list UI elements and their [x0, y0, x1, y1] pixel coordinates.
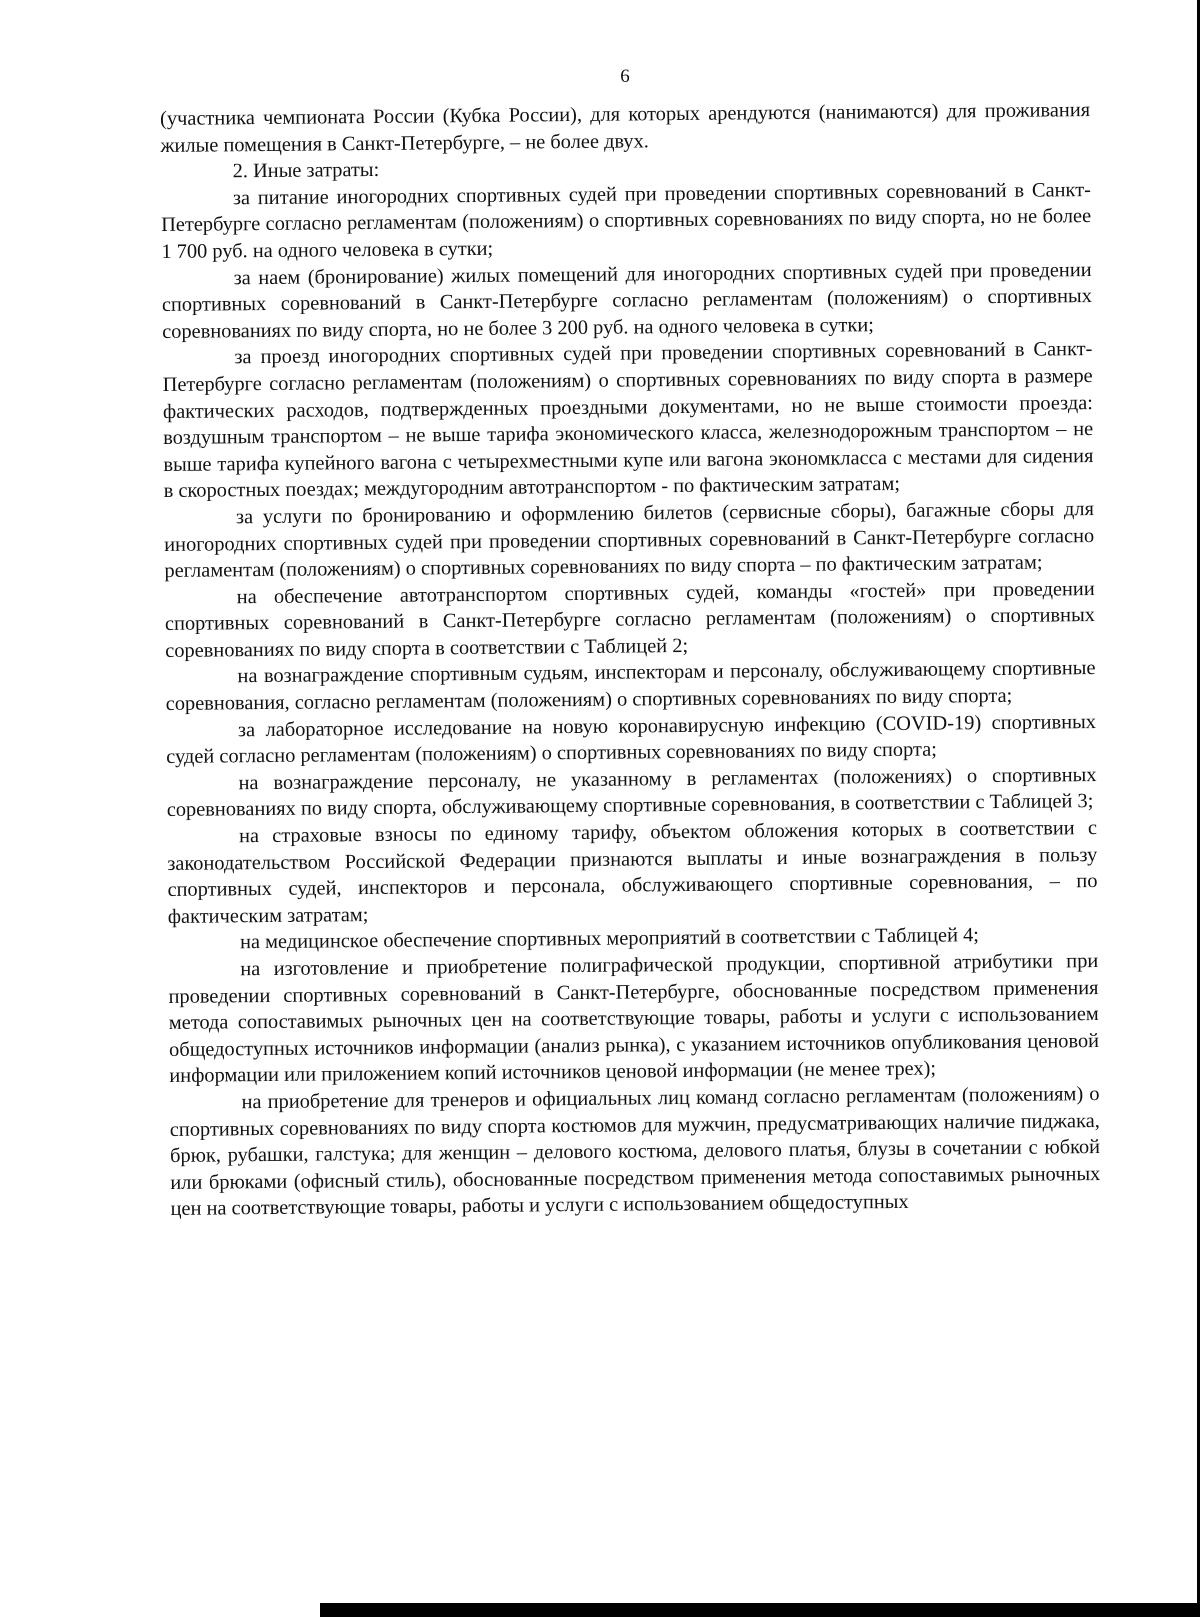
paragraph-staff-remuneration: на вознаграждение персоналу, не указанному в регламентах (положениях) о спортивных соревнованиях по виду спорта, обслуживающему спортивные соревнования, в соответствии с Таблицей 3; [166, 763, 1097, 822]
paragraph-medical-support: на медицинское обеспечение спортивных мероприятий в соответствии с Таблицей 4; [239, 924, 980, 954]
document-body [160, 97, 1101, 1223]
page-number: 6 [620, 66, 630, 87]
paragraph-other-costs-heading: 2. Иные затраты: [232, 159, 380, 183]
paragraph-insurance-contributions: на страховые взносы по единому тарифу, объектом обложения которых в соответствии с законодательством Российской Федерации признаются выплаты и иные вознаграждения в пользу спортивных судей, инспекторов и персонала, обслуживающего спортивные соревнования, – по фактическим затратам; [167, 817, 1098, 928]
paragraph-judges-housing: за наем (бронирование) жилых помещений для иногородних спортивных судей при проведении спортивных соревнований в Санкт-Петербурге согласно регламентам (положениям) о спортивных соревнованиях по виду спорта, но не более 3 200 руб. на одного человека в сутки; [161, 258, 1092, 343]
paragraph-ticket-services: за услуги по бронированию и оформлению билетов (сервисные сборы), багажные сборы для иногородних спортивных судей при проведении спортивных соревнований в Санкт-Петербурге согласно регламентам (положениям) о спортивных соревнованиях по виду спорта – по фактическим затратам; [164, 497, 1095, 583]
paragraph-printing-products: на изготовление и приобретение полиграфической продукции, спортивной атрибутики при проведении спортивных соревнований в Санкт-Петербурге, обоснованные посредством применения метода сопоставимых рыночных цен на соответствующие товары, работы и услуги с использованием общедоступных источников информации (анализ рынка), с указанием источников опубликования ценовой информации или приложением копий источников ценовой информации (не менее трех); [168, 950, 1100, 1088]
paragraph-covid-testing: за лабораторное исследование на новую коронавирусную инфекцию (COVID-19) спортивных судей согласно регламентам (положениям) о спортивных соревнованиях по виду спорта; [166, 710, 1097, 769]
paragraph-motor-transport: на обеспечение автотранспортом спортивных судей, команды «гостей» при проведении спортивных соревнований в Санкт-Петербурге согласно регламентам (положениям) о спортивных соревнованиях по виду спорта в соответствии с Таблицей 2; [164, 577, 1096, 662]
paragraph-continuation: (участника чемпионата России (Кубка России), для которых арендуются (нанимаются) для проживания жилые помещения в Санкт-Петербурге, – не более двух. [160, 99, 1091, 157]
paragraph-judges-travel: за проезд иногородних спортивных судей при проведении спортивных соревнований в Санкт-Петербурге согласно регламентам (положениям) о спортивных соревнованиях по виду спорта в размере фактических расходов, подтвержденных проездными документами, но не выше стоимости проезда: воздушным транспортом – не выше тарифа экономического класса, железнодорожным транспортом – не выше тарифа купейного вагона с четырехместными купе или вагона экономкласса с местами для сидения в скоростных поездах; междугородним автотранспортом - по фактическим затратам; [162, 338, 1094, 503]
scan-bottom-shadow [320, 1603, 1200, 1617]
paragraph-judges-remuneration: на вознаграждение спортивным судьям, инспекторам и персоналу, обслуживающему спортивные соревнования, согласно регламентам (положениям) о спортивных соревнованиях по виду спорта; [165, 657, 1096, 716]
paragraph-business-suits: на приобретение для тренеров и официальных лиц команд согласно регламентам (положениям) о спортивных соревнованиях по виду спорта костюмов для мужчин, предусматривающих наличие пиджака, брюк, рубашки, галстука; для женщин – делового костюма, делового платья, блузы в сочетании с юбкой или брюками (офисный стиль), обоснованные посредством применения метода сопоставимых рыночных цен на соответствующие товары, работы и услуги с использованием общедоступных [169, 1082, 1101, 1221]
paragraph-judges-meals: за питание иногородних спортивных судей при проведении спортивных соревнований в Санкт-Петербурге согласно регламентам (положениям) о спортивных соревнованиях по виду спорта, но не более 1 700 руб. на одного человека в сутки; [161, 178, 1092, 263]
